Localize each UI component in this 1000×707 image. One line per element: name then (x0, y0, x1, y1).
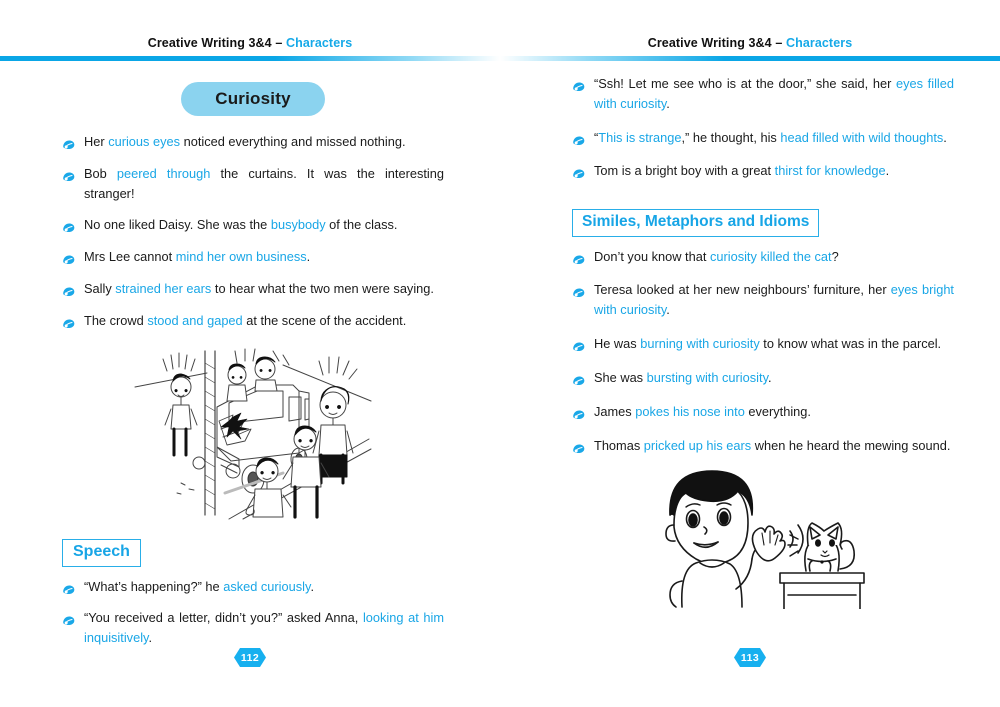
plain-text: to know what was in the parcel. (759, 336, 942, 352)
list-item (572, 247, 954, 267)
leaf-bullet-icon (62, 283, 76, 294)
plain-text: . (310, 578, 315, 594)
plain-text: She was (594, 369, 647, 385)
list-item (572, 128, 954, 148)
list-item (62, 132, 444, 152)
plain-text: James (594, 403, 636, 419)
leaf-bullet-icon (62, 612, 76, 623)
topic-title-wrap (62, 82, 444, 116)
plain-text: . (885, 163, 890, 179)
right-page-content (572, 74, 954, 613)
highlight-phrase: eyes bright with curiosity (594, 282, 954, 318)
list-item (572, 280, 954, 320)
plain-text: Sally (84, 281, 116, 297)
highlight-phrase: pricked up his ears (643, 437, 752, 453)
right-page (500, 0, 1000, 707)
highlight-phrase: asked curiously (223, 578, 311, 594)
leaf-bullet-icon (572, 338, 586, 349)
highlight-phrase: eyes filled with curiosity (594, 76, 955, 111)
speech-examples-list-continued (572, 74, 954, 181)
plain-text: Bob (84, 165, 117, 181)
plain-text: No one liked Daisy. She was the (84, 217, 271, 233)
leaf-bullet-icon (62, 219, 76, 230)
illustration-boy-listening-to-cat (572, 469, 954, 609)
page-number-right (500, 648, 1000, 667)
running-head (500, 36, 1000, 50)
list-item (572, 161, 954, 181)
left-page-content (62, 70, 444, 660)
plain-text: ,” he thought, his (681, 129, 781, 145)
plain-text: when he heard the mewing sound. (751, 437, 951, 453)
plain-text: ? (831, 248, 839, 264)
plain-text: Mrs Lee cannot (84, 249, 176, 265)
running-head-book: Creative Writing 3&4 (647, 36, 772, 50)
leaf-bullet-icon (572, 440, 586, 451)
similes-metaphors-idioms-heading: Similes, Metaphors and Idioms (572, 209, 819, 236)
plain-text: at the scene of the accident. (242, 312, 407, 328)
list-item (572, 436, 954, 456)
topic-title-curiosity: Curiosity (181, 82, 324, 116)
leaf-bullet-icon (62, 251, 76, 262)
leaf-bullet-icon (572, 165, 586, 176)
plain-text: noticed everything and missed nothing. (180, 134, 406, 149)
page-number-left (0, 648, 500, 667)
plain-text: “Ssh! Let me see who is at the door,” she said, her (594, 76, 896, 91)
similes-examples-list (572, 247, 954, 456)
highlight-phrase: curious eyes (108, 134, 181, 149)
speech-heading: Speech (62, 539, 141, 567)
running-head (0, 36, 500, 50)
highlight-phrase: curiosity killed the cat (709, 248, 832, 264)
page-number-badge (234, 648, 266, 667)
list-item (62, 311, 444, 331)
leaf-bullet-icon (62, 136, 76, 147)
leaf-bullet-icon (572, 284, 586, 295)
header-rule (500, 56, 1000, 61)
illustration-accident-scene (62, 343, 444, 521)
plain-text: Tom is a bright boy with a great (594, 163, 775, 179)
highlight-phrase: This is strange (598, 129, 682, 145)
header-rule (0, 56, 500, 61)
leaf-bullet-icon (62, 315, 76, 326)
plain-text: . (666, 302, 670, 318)
highlight-phrase: peered through (116, 165, 211, 181)
list-item (572, 368, 954, 388)
plain-text: “ (594, 129, 599, 145)
running-head-book: Creative Writing 3&4 (147, 36, 272, 50)
page-number-badge (734, 648, 766, 667)
list-item (62, 577, 444, 597)
leaf-bullet-icon (572, 372, 586, 383)
highlight-phrase: mind her own business (175, 249, 307, 265)
plain-text: Her (84, 134, 109, 149)
highlight-phrase: busybody (270, 217, 326, 233)
plain-text: He was (594, 336, 641, 352)
plain-text: . (768, 369, 772, 385)
plain-text: . (943, 129, 947, 145)
leaf-bullet-icon (572, 78, 586, 89)
speech-examples-list (62, 577, 444, 648)
plain-text: everything. (744, 403, 811, 419)
page-number-text: 113 (740, 651, 760, 664)
list-item (572, 334, 954, 354)
list-item (62, 608, 444, 648)
plain-text: of the class. (325, 217, 398, 233)
highlight-phrase: pokes his nose into (635, 403, 745, 419)
running-head-section: Characters (785, 36, 853, 50)
leaf-bullet-icon (62, 168, 76, 179)
highlight-phrase: looking at him inquisitively (84, 610, 444, 646)
plain-text: . (306, 249, 311, 265)
leaf-bullet-icon (572, 132, 586, 143)
highlight-phrase: burning with curiosity (640, 336, 760, 352)
plain-text: . (148, 630, 153, 646)
list-item (62, 215, 444, 235)
list-item (62, 164, 444, 204)
list-item (62, 279, 444, 299)
list-item (62, 247, 444, 267)
curiosity-examples-list (62, 132, 444, 331)
plain-text: “What’s happening?” he (84, 578, 224, 594)
running-head-dash: – (275, 36, 283, 50)
highlight-phrase: head filled with wild thoughts (780, 129, 944, 145)
plain-text: . (666, 95, 670, 111)
highlight-phrase: strained her ears (115, 281, 212, 297)
leaf-bullet-icon (572, 406, 586, 417)
similes-heading-wrap (572, 195, 954, 246)
highlight-phrase: bursting with curiosity (646, 369, 769, 385)
leaf-bullet-icon (572, 251, 586, 262)
running-head-section: Characters (285, 36, 353, 50)
plain-text: “You received a letter, didn’t you?” asked Anna, (84, 610, 363, 626)
plain-text: to hear what the two men were saying. (211, 281, 434, 297)
plain-text: Thomas (594, 437, 644, 453)
highlight-phrase: stood and gaped (147, 312, 243, 328)
plain-text: The crowd (84, 312, 148, 328)
plain-text: the curtains. It was the interesting stranger! (84, 165, 445, 201)
list-item (572, 74, 954, 114)
running-head-dash: – (775, 36, 783, 50)
list-item (572, 402, 954, 422)
plain-text: Don’t you know that (594, 248, 710, 264)
speech-heading-wrap (62, 525, 444, 577)
highlight-phrase: thirst for knowledge (774, 163, 886, 179)
plain-text: Teresa looked at her new neighbours’ furniture, her (594, 282, 891, 298)
page-number-text: 112 (240, 651, 260, 664)
leaf-bullet-icon (62, 581, 76, 592)
